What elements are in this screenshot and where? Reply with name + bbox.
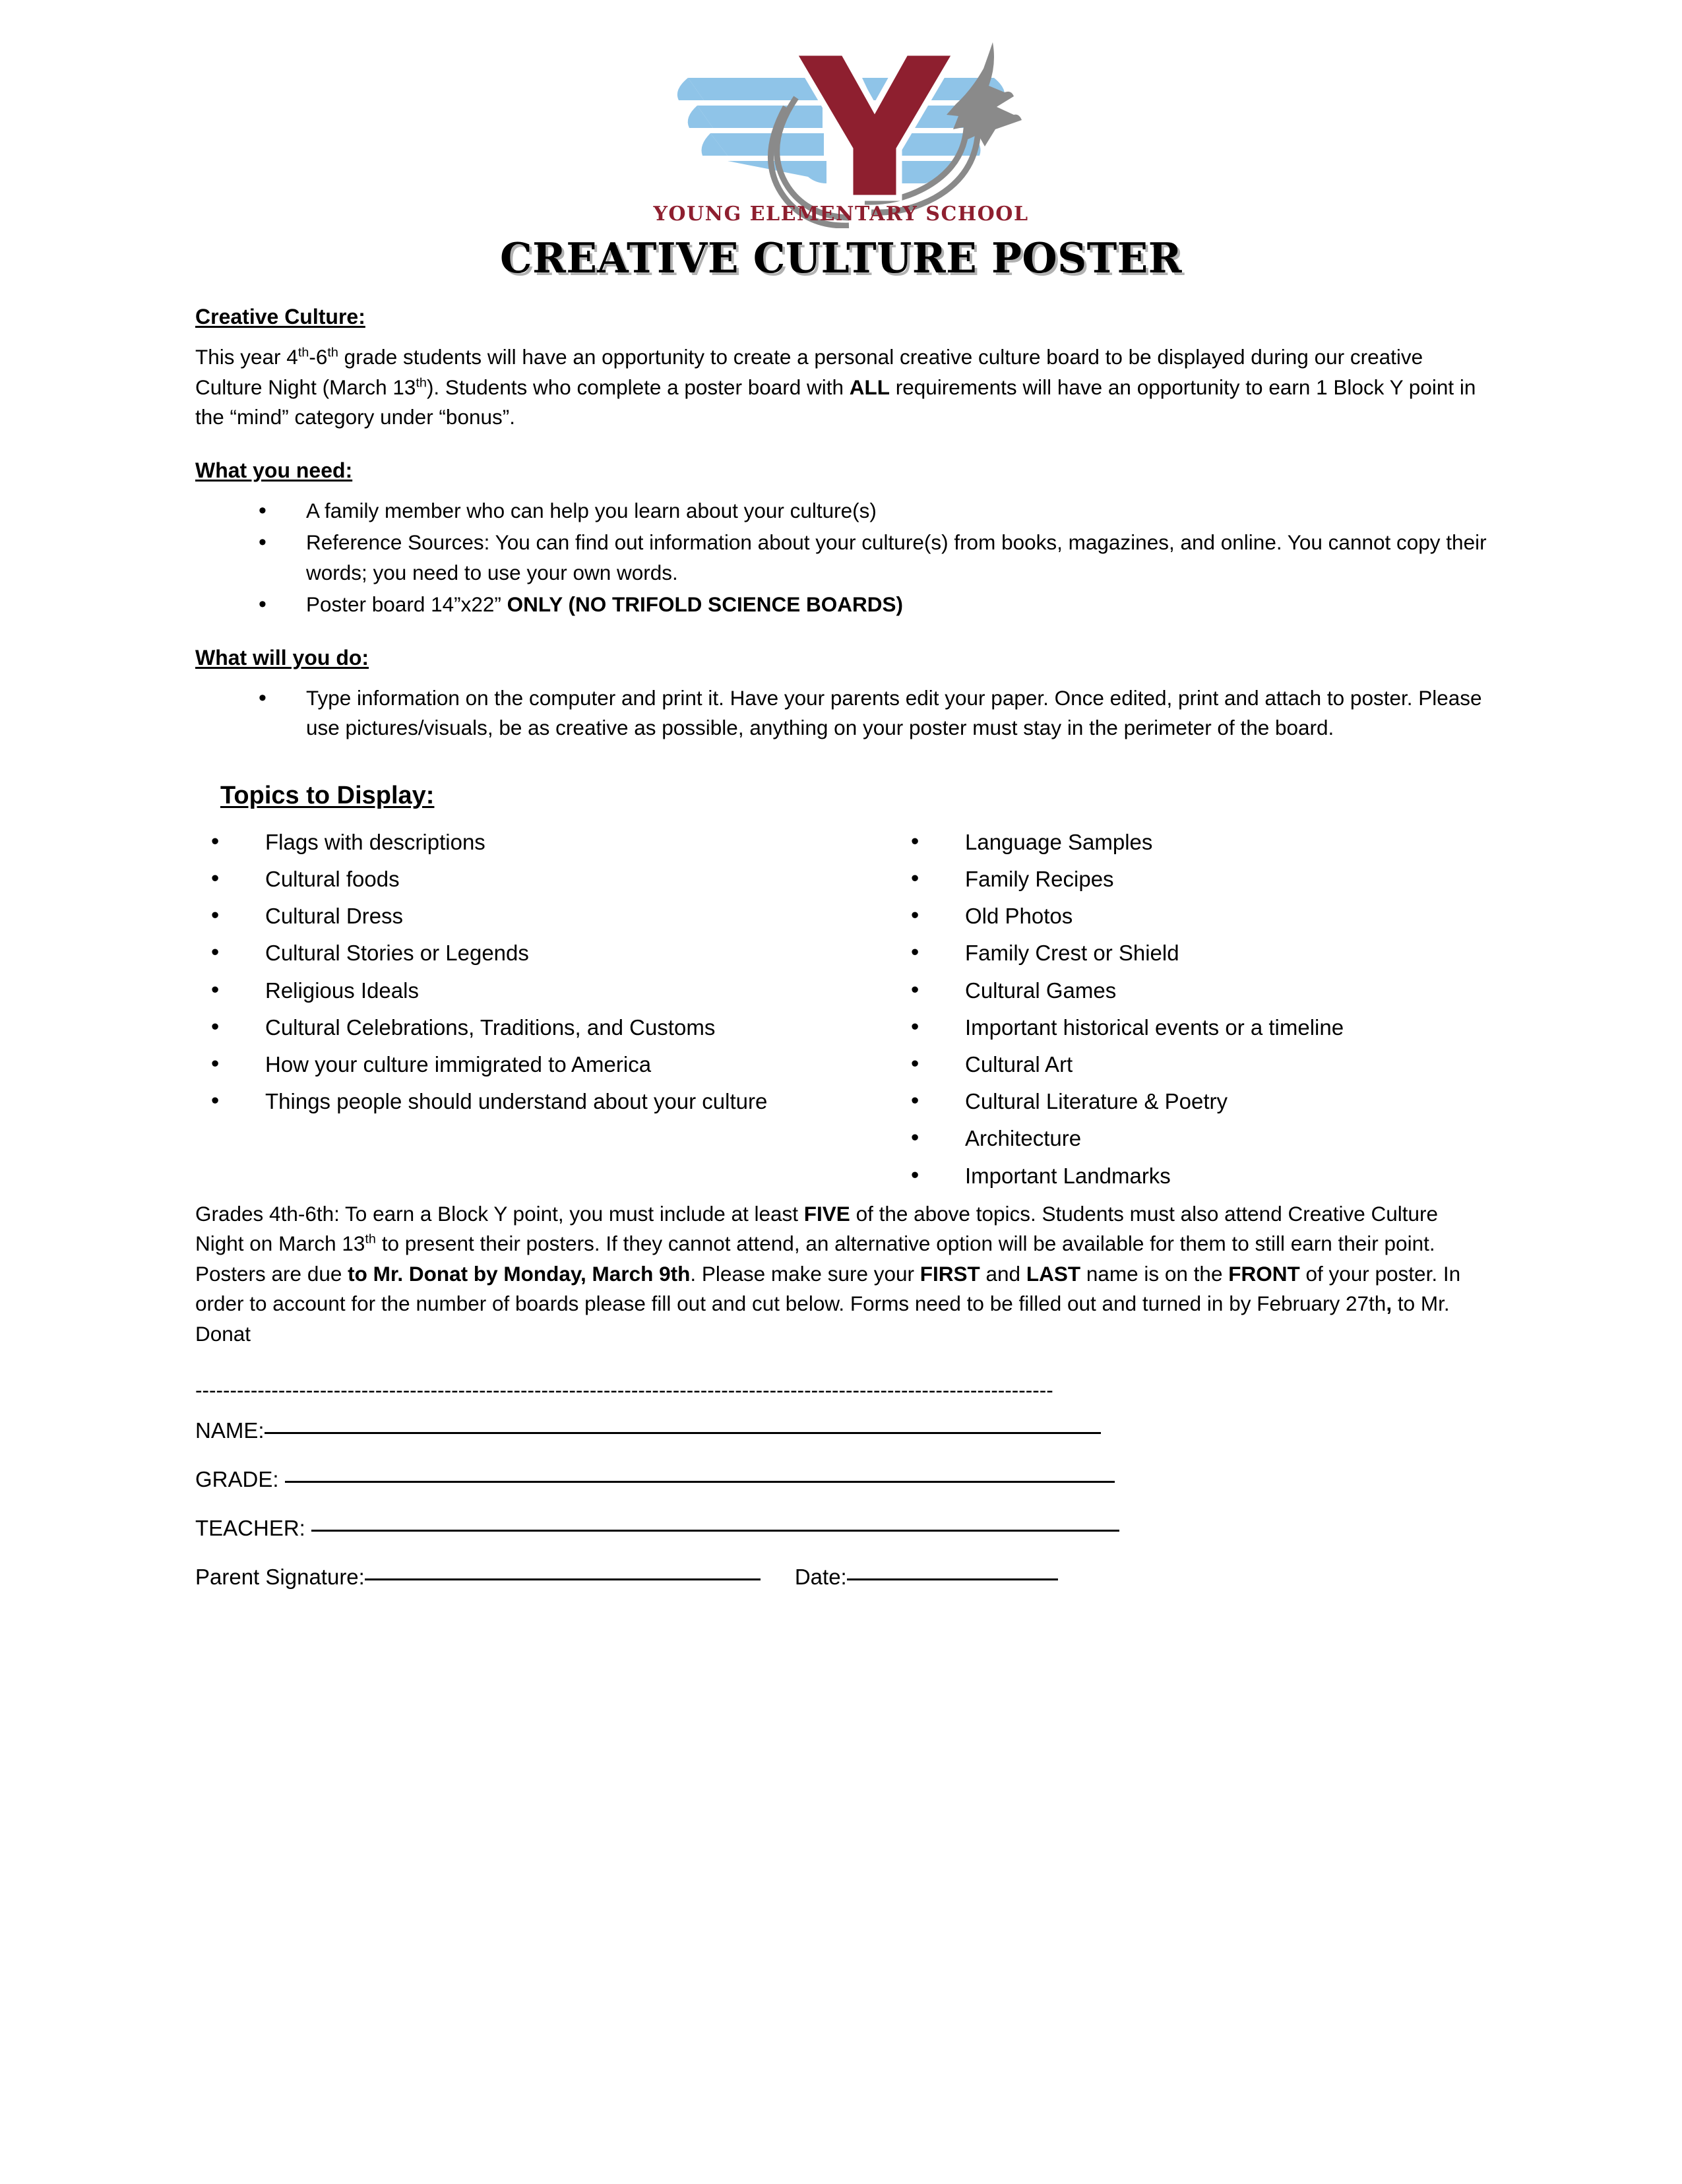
list-topics-right <box>895 828 1487 1190</box>
list-item <box>211 1051 841 1078</box>
form-row-grade <box>195 1464 1487 1495</box>
cut-here-dashed-line: ---------------------------------------------------------------------------------------------------------------------------- <box>195 1378 1053 1402</box>
form-row-name <box>195 1416 1487 1446</box>
document-body <box>195 279 1487 1592</box>
close-sup1: th <box>365 1232 376 1247</box>
list-item <box>211 1014 841 1042</box>
topics-right-column <box>841 828 1487 1199</box>
cc-sup3: th <box>416 375 427 390</box>
heading-what-will-you-do-label: What will you do: <box>195 645 369 670</box>
close-bold-duedate: to Mr. Donat by Monday, March 9th <box>348 1261 691 1286</box>
close-part3: to present their posters. If they cannot attend, an alternative option will be available for them to still earn their point. Posters are due <box>195 1232 1435 1286</box>
date-input[interactable] <box>847 1578 1058 1580</box>
date-field-label: Date: <box>794 1565 847 1590</box>
list-item <box>911 902 1487 930</box>
form-row-teacher <box>195 1513 1487 1544</box>
list-what-you-need <box>195 496 1487 620</box>
cc-part5: requirements will have an opportunity to earn 1 Block Y point in the “mind” category under “bonus”. <box>195 375 1476 429</box>
page-title: CREATIVE CULTURE POSTER <box>499 234 1183 282</box>
topic-right-9: Important Landmarks <box>965 1163 1171 1188</box>
topic-right-1: Family Recipes <box>965 866 1114 891</box>
grade-field-label: GRADE: <box>195 1466 285 1491</box>
heading-what-you-need <box>195 455 1487 485</box>
close-part4: . Please make sure your <box>690 1261 920 1286</box>
topic-left-1: Cultural foods <box>265 866 400 891</box>
tear-off-form <box>195 1416 1487 1593</box>
close-bold-front: FRONT <box>1228 1261 1300 1286</box>
topic-right-8: Architecture <box>965 1126 1082 1151</box>
topic-left-3: Cultural Stories or Legends <box>265 941 529 966</box>
topic-right-4: Cultural Games <box>965 978 1117 1003</box>
list-item <box>211 902 841 930</box>
list-item <box>911 865 1487 893</box>
need-item-1: Reference Sources: You can find out information about your culture(s) from books, magazines, and online. You cannot copy their words; you need to use your own words. <box>306 530 1487 584</box>
list-item <box>911 1014 1487 1042</box>
heading-creative-culture <box>195 301 1487 332</box>
close-part7: of your poster. In order to account for the number of boards please fill out and cut below. Forms need to be filled out and turned in by February 27th <box>195 1261 1461 1316</box>
topics-left-column <box>195 828 841 1125</box>
list-item <box>911 1051 1487 1078</box>
topic-left-0: Flags with descriptions <box>265 829 485 854</box>
teacher-input[interactable] <box>311 1530 1119 1532</box>
cc-part3: grade students will have an opportunity to create a personal creative culture board to be displayed during our creative Culture Night (March 13 <box>195 345 1423 399</box>
close-bold-last: LAST <box>1026 1261 1081 1286</box>
school-logo-graphic <box>650 30 1032 228</box>
paragraph-closing-instructions <box>195 1199 1487 1350</box>
close-part8: to Mr. Donat <box>195 1292 1450 1346</box>
cc-sup2: th <box>327 345 338 360</box>
list-item <box>911 1125 1487 1152</box>
topic-right-7: Cultural Literature & Poetry <box>965 1089 1228 1114</box>
list-item <box>211 939 841 967</box>
list-item <box>259 683 1487 743</box>
heading-creative-culture-label: Creative Culture: <box>195 305 365 328</box>
close-part1: Grades 4th-6th: To earn a Block Y point, you must include at least <box>195 1201 804 1226</box>
name-input[interactable] <box>265 1432 1101 1434</box>
close-part6: name is on the <box>1080 1261 1229 1286</box>
cc-part1: This year 4 <box>195 345 298 369</box>
cc-sup1: th <box>297 345 309 360</box>
parent-signature-label: Parent Signature: <box>195 1565 365 1590</box>
topic-right-5: Important historical events or a timeline <box>965 1014 1344 1040</box>
topic-left-7: Things people should understand about your culture <box>265 1089 768 1114</box>
topic-left-6: How your culture immigrated to America <box>265 1052 652 1076</box>
list-topics-left <box>195 828 841 1116</box>
close-bold-comma: , <box>1386 1292 1392 1316</box>
cc-part4: ). Students who complete a poster board with <box>426 375 850 399</box>
list-what-will-you-do <box>195 683 1487 743</box>
topic-left-2: Cultural Dress <box>265 904 404 929</box>
teacher-field-label: TEACHER: <box>195 1515 312 1540</box>
topic-right-6: Cultural Art <box>965 1052 1073 1076</box>
topic-right-2: Old Photos <box>965 904 1073 929</box>
list-item <box>259 496 1487 526</box>
heading-what-will-you-do <box>195 642 1487 673</box>
name-field-label: NAME: <box>195 1418 265 1443</box>
form-row-signature-date <box>195 1562 1487 1592</box>
paragraph-creative-culture <box>195 342 1487 433</box>
list-item <box>911 828 1487 856</box>
cc-bold-all: ALL <box>849 375 890 399</box>
list-item <box>211 1088 841 1115</box>
cc-part2: -6 <box>309 345 328 369</box>
list-item <box>259 528 1487 588</box>
heading-topics-label: Topics to Display: <box>220 781 435 809</box>
close-bold-five: FIVE <box>803 1201 850 1226</box>
do-item-0: Type information on the computer and print it. Have your parents edit your paper. Once edited, print and attach to poster. Please use pictures/visuals, be as creative as possible, anything on your poster must stay in the perimeter of the board. <box>306 685 1482 740</box>
logo-svg <box>650 30 1032 228</box>
need-item-0: A family member who can help you learn about your culture(s) <box>306 498 877 522</box>
close-part5: and <box>980 1261 1026 1286</box>
logo-school-name: YOUNG ELEMENTARY SCHOOL <box>653 203 1029 226</box>
topic-right-3: Family Crest or Shield <box>965 941 1179 966</box>
list-item <box>911 1162 1487 1190</box>
need-item-2-plain: Poster board 14”x22” <box>306 592 507 617</box>
grade-input[interactable] <box>285 1481 1115 1483</box>
list-item <box>259 590 1487 620</box>
wing-stripes-icon <box>677 78 826 183</box>
list-item <box>211 977 841 1005</box>
heading-what-you-need-label: What you need: <box>195 458 353 482</box>
list-item <box>911 939 1487 967</box>
school-logo <box>195 0 1487 228</box>
close-part2: of the above topics. Students must also attend Creative Culture Night on March 13 <box>195 1201 1439 1256</box>
list-item <box>911 1088 1487 1115</box>
need-item-2-bold: ONLY (NO TRIFOLD SCIENCE BOARDS) <box>507 592 903 617</box>
heading-topics-to-display <box>220 778 1487 814</box>
topics-columns <box>195 828 1487 1199</box>
close-bold-first: FIRST <box>919 1261 980 1286</box>
list-item <box>911 977 1487 1005</box>
topic-left-4: Religious Ideals <box>265 978 419 1003</box>
topic-right-0: Language Samples <box>965 829 1153 854</box>
topic-left-5: Cultural Celebrations, Traditions, and Customs <box>265 1014 716 1040</box>
list-item <box>211 828 841 856</box>
parent-signature-input[interactable] <box>365 1578 761 1580</box>
list-item <box>211 865 841 893</box>
